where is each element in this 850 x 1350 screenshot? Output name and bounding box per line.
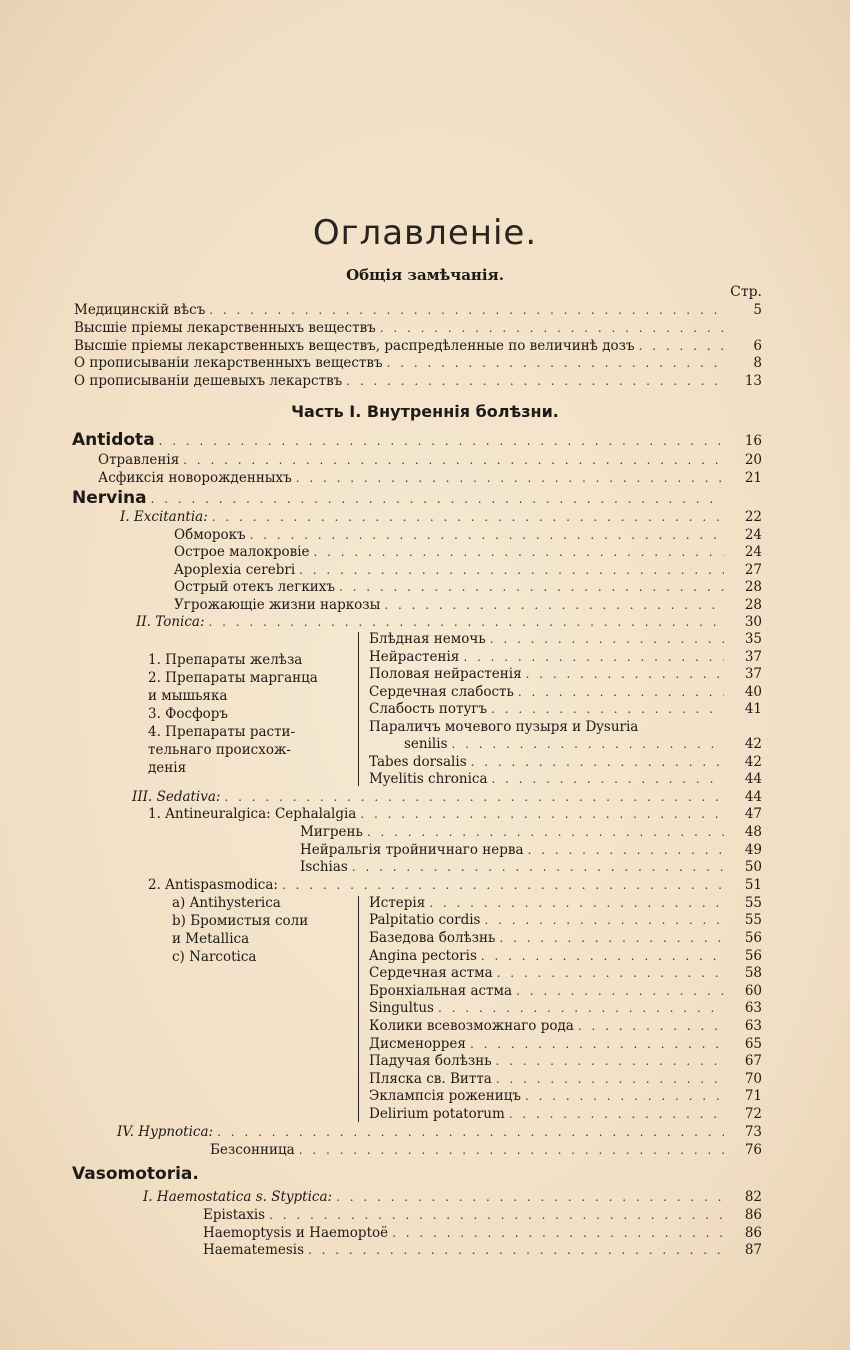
toc-page: 76 bbox=[744, 1142, 762, 1158]
toc-entry bbox=[203, 1241, 762, 1259]
toc-entry bbox=[74, 372, 762, 390]
toc-label: Ischias bbox=[300, 859, 348, 875]
toc-label: Параличъ мочевого пузыря и Dysuria bbox=[369, 719, 639, 735]
toc-label: Медицинскій вѣсъ bbox=[74, 302, 206, 318]
toc-label: Haematemesis bbox=[203, 1242, 305, 1258]
toc-entry bbox=[117, 1123, 762, 1141]
toc-entry bbox=[174, 526, 762, 544]
toc-page: 28 bbox=[744, 597, 762, 613]
toc-entry bbox=[300, 858, 762, 876]
toc-label: Половая нейрастенія bbox=[369, 666, 522, 682]
toc-page: 73 bbox=[744, 1124, 762, 1140]
toc-page: 16 bbox=[744, 433, 762, 449]
toc-label: senilis bbox=[404, 736, 448, 752]
toc-page: 24 bbox=[744, 527, 762, 543]
toc-entry bbox=[148, 876, 762, 894]
toc-page: 44 bbox=[744, 789, 762, 805]
toc-entry bbox=[369, 700, 762, 718]
toc-label: Antidota bbox=[72, 430, 155, 450]
toc-label: Myelitis chronica bbox=[369, 771, 488, 787]
toc-page: 24 bbox=[744, 544, 762, 560]
group-item: и мышьяка bbox=[148, 688, 228, 704]
toc-label: Сердечная слабость bbox=[369, 684, 514, 700]
toc-entry bbox=[72, 1165, 762, 1183]
toc-label: Бронхіальная астма bbox=[369, 983, 513, 999]
toc-label: 2. Antispasmodica: bbox=[148, 877, 278, 893]
toc-page: 37 bbox=[744, 666, 762, 682]
toc-entry bbox=[369, 1035, 762, 1053]
toc-entry bbox=[174, 561, 762, 579]
page-title: Оглавленіе. bbox=[312, 213, 538, 253]
toc-entry bbox=[369, 683, 762, 701]
toc-label: О прописываніи дешевыхъ лекарствъ bbox=[74, 373, 343, 389]
toc-label: Базедова болѣзнь bbox=[369, 930, 496, 946]
toc-entry bbox=[369, 753, 762, 771]
toc-entry bbox=[74, 319, 762, 337]
antispasmodica-group-list bbox=[172, 894, 352, 966]
toc-entry bbox=[143, 1188, 762, 1206]
tonica-group-list bbox=[148, 651, 348, 777]
toc-page: 71 bbox=[744, 1088, 762, 1104]
group-item: 2. Препараты марганца bbox=[148, 670, 318, 686]
toc-page: 70 bbox=[744, 1071, 762, 1087]
toc-page: 86 bbox=[744, 1207, 762, 1223]
toc-page: 63 bbox=[744, 1018, 762, 1034]
toc-label: О прописываніи лекарственныхъ веществъ bbox=[74, 355, 383, 371]
group-brace bbox=[358, 632, 359, 786]
toc-label: 1. Antineuralgica: Cephalalgia bbox=[148, 806, 357, 822]
toc-label: Haemoptysis и Haemoptoë bbox=[203, 1225, 389, 1241]
toc-page: 67 bbox=[744, 1053, 762, 1069]
toc-entry bbox=[369, 1105, 762, 1123]
toc-label: III. Sedativa: bbox=[132, 789, 221, 805]
toc-entry bbox=[72, 431, 762, 449]
toc-label: Нейральгія тройничнаго нерва bbox=[300, 842, 524, 858]
part-heading: Часть I. Внутреннія болѣзни. bbox=[291, 402, 559, 421]
toc-entry bbox=[74, 354, 762, 372]
toc-entry bbox=[74, 301, 762, 319]
toc-entry bbox=[72, 489, 762, 507]
toc-entry bbox=[404, 735, 762, 753]
toc-label: Падучая болѣзнь bbox=[369, 1053, 492, 1069]
toc-page: 56 bbox=[744, 930, 762, 946]
toc-page: 65 bbox=[744, 1036, 762, 1052]
toc-label: Singultus bbox=[369, 1000, 434, 1016]
toc-label: Сердечная астма bbox=[369, 965, 493, 981]
toc-entry bbox=[120, 508, 762, 526]
toc-entry bbox=[369, 770, 762, 788]
toc-page: 5 bbox=[753, 302, 762, 318]
toc-label: Epistaxis bbox=[203, 1207, 266, 1223]
toc-label: Мигрень bbox=[300, 824, 363, 840]
section-subtitle: Общія замѣчанія. bbox=[346, 266, 504, 284]
toc-label: Блѣдная немочь bbox=[369, 631, 486, 647]
toc-entry bbox=[369, 665, 762, 683]
toc-entry bbox=[369, 1087, 762, 1105]
toc-entry bbox=[369, 894, 762, 912]
toc-entry bbox=[174, 543, 762, 561]
group-item: c) Narcotica bbox=[172, 949, 257, 965]
toc-page: 30 bbox=[744, 614, 762, 630]
toc-entry bbox=[300, 823, 762, 841]
toc-label: Apoplexia cerebri bbox=[174, 562, 296, 578]
toc-page: 56 bbox=[744, 948, 762, 964]
toc-label: Palpitatio cordis bbox=[369, 912, 481, 928]
toc-page: 72 bbox=[744, 1106, 762, 1122]
group-item: 4. Препараты расти- bbox=[148, 724, 296, 740]
toc-label: Колики всевозможнаго рода bbox=[369, 1018, 574, 1034]
group-item: 1. Препараты желѣза bbox=[148, 652, 303, 668]
toc-page: 42 bbox=[744, 736, 762, 752]
toc-label: Нейрастенія bbox=[369, 649, 460, 665]
toc-page: 86 bbox=[744, 1225, 762, 1241]
toc-label: Угрожающіе жизни наркозы bbox=[174, 597, 381, 613]
toc-entry bbox=[369, 947, 762, 965]
toc-page: 49 bbox=[744, 842, 762, 858]
toc-label: Пляска св. Витта bbox=[369, 1071, 492, 1087]
toc-label: I. Haemostatica s. Styptica: bbox=[143, 1189, 333, 1205]
toc-label: Angina pectoris bbox=[369, 948, 477, 964]
toc-page: 58 bbox=[744, 965, 762, 981]
toc-page: 40 bbox=[744, 684, 762, 700]
toc-entry bbox=[210, 1141, 762, 1159]
toc-entry bbox=[369, 648, 762, 666]
toc-page: 47 bbox=[744, 806, 762, 822]
toc-page: 44 bbox=[744, 771, 762, 787]
toc-entry bbox=[369, 911, 762, 929]
toc-label: Vasomotoria. bbox=[72, 1164, 199, 1184]
toc-page: 22 bbox=[744, 509, 762, 525]
toc-label: Высшіе пріемы лекарственныхъ веществъ bbox=[74, 320, 376, 336]
group-item: b) Бромистыя соли bbox=[172, 913, 309, 929]
toc-page: 6 bbox=[753, 338, 762, 354]
toc-page: 42 bbox=[744, 754, 762, 770]
toc-entry bbox=[369, 1070, 762, 1088]
toc-label: Острый отекъ легкихъ bbox=[174, 579, 335, 595]
toc-entry bbox=[369, 1052, 762, 1070]
toc-label: II. Tonica: bbox=[136, 614, 205, 630]
toc-label: IV. Hypnotica: bbox=[117, 1124, 214, 1140]
toc-page: 55 bbox=[744, 895, 762, 911]
toc-page: 82 bbox=[744, 1189, 762, 1205]
toc-page: 37 bbox=[744, 649, 762, 665]
toc-entry bbox=[369, 630, 762, 648]
page-column-label: Стр. bbox=[730, 284, 762, 300]
toc-page: 35 bbox=[744, 631, 762, 647]
toc-entry bbox=[174, 578, 762, 596]
group-item: a) Antihysterica bbox=[172, 895, 281, 911]
toc-label: Отравленія bbox=[98, 452, 180, 468]
toc-page: 87 bbox=[744, 1242, 762, 1258]
toc-label: Слабость потугъ bbox=[369, 701, 488, 717]
toc-page: 8 bbox=[753, 355, 762, 371]
toc-entry bbox=[148, 805, 762, 823]
toc-label: Эклампсія роженицъ bbox=[369, 1088, 522, 1104]
toc-entry bbox=[369, 718, 762, 736]
toc-page: 41 bbox=[744, 701, 762, 717]
toc-label: Дисменоррея bbox=[369, 1036, 466, 1052]
toc-entry bbox=[174, 596, 762, 614]
toc-entry bbox=[203, 1206, 762, 1224]
toc-label: Асфиксія новорожденныхъ bbox=[98, 470, 292, 486]
toc-entry bbox=[369, 964, 762, 982]
toc-page: 50 bbox=[744, 859, 762, 875]
toc-label: I. Excitantia: bbox=[120, 509, 208, 525]
toc-page: 63 bbox=[744, 1000, 762, 1016]
toc-entry bbox=[74, 337, 762, 355]
toc-entry bbox=[369, 999, 762, 1017]
toc-label: Острое малокровіе bbox=[174, 544, 310, 560]
toc-page: 20 bbox=[744, 452, 762, 468]
toc-page: 48 bbox=[744, 824, 762, 840]
toc-page: 21 bbox=[744, 470, 762, 486]
toc-entry bbox=[136, 613, 762, 631]
toc-entry bbox=[369, 929, 762, 947]
group-brace bbox=[358, 896, 359, 1122]
toc-page: 51 bbox=[744, 877, 762, 893]
toc-page: 28 bbox=[744, 579, 762, 595]
toc-entry bbox=[369, 1017, 762, 1035]
toc-label: Delirium potatorum bbox=[369, 1106, 505, 1122]
toc-label: Истерія bbox=[369, 895, 426, 911]
toc-entry bbox=[98, 469, 762, 487]
toc-label: Высшіе пріемы лекарственныхъ веществъ, распредѣленные по величинѣ дозъ bbox=[74, 338, 635, 354]
group-item: тельнаго происхож- bbox=[148, 742, 291, 758]
toc-page: 55 bbox=[744, 912, 762, 928]
group-item: денія bbox=[148, 760, 187, 776]
toc-label: Обморокъ bbox=[174, 527, 246, 543]
toc-label: Безсонница bbox=[210, 1142, 295, 1158]
toc-label: Tabes dorsalis bbox=[369, 754, 467, 770]
group-item: и Metallica bbox=[172, 931, 250, 947]
toc-entry bbox=[300, 841, 762, 859]
toc-entry bbox=[132, 788, 762, 806]
group-item: 3. Фосфоръ bbox=[148, 706, 228, 722]
toc-entry bbox=[98, 451, 762, 469]
toc-page: 13 bbox=[744, 373, 762, 389]
toc-page: 60 bbox=[744, 983, 762, 999]
toc-entry bbox=[203, 1224, 762, 1242]
toc-entry bbox=[369, 982, 762, 1000]
toc-page: 27 bbox=[744, 562, 762, 578]
toc-label: Nervina bbox=[72, 488, 147, 508]
